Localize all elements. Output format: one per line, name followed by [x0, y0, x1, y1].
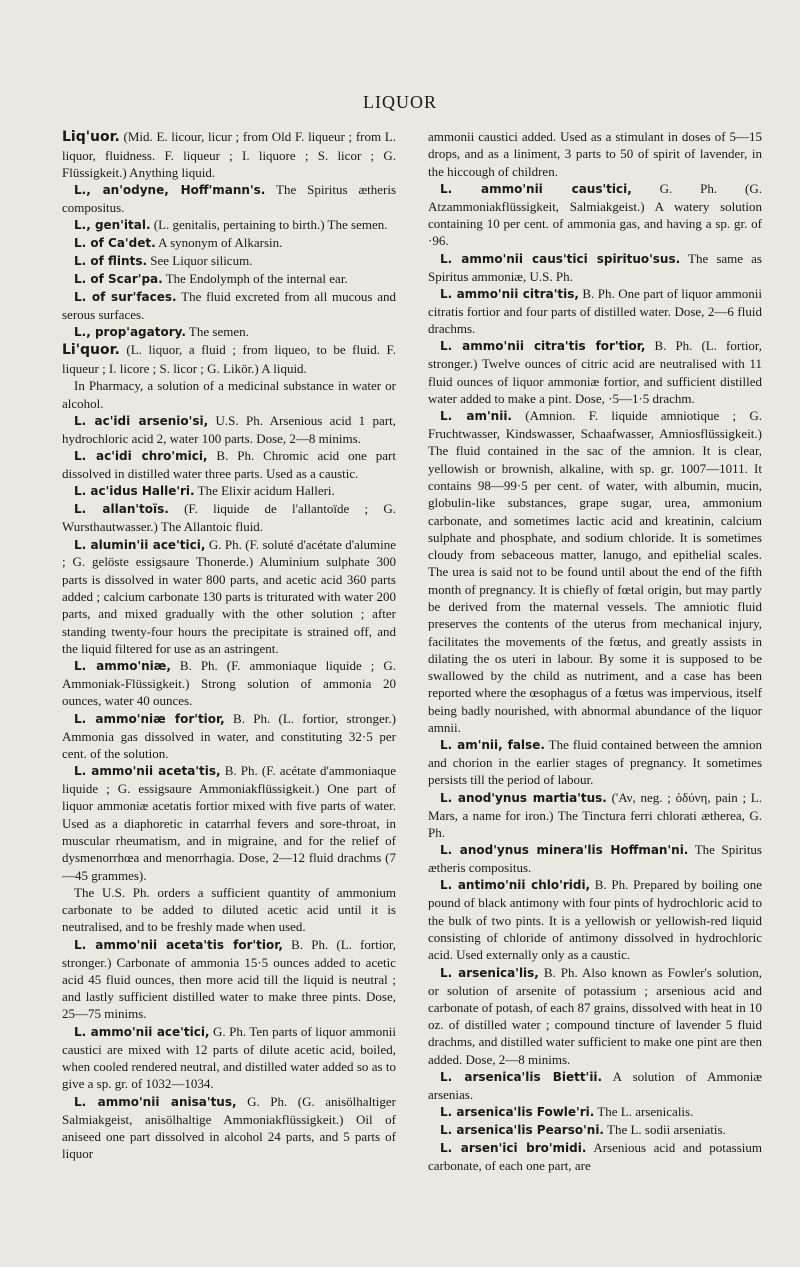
dictionary-entry: [62, 377, 396, 412]
entry-headword: L. ammo'niæ for'tior,: [74, 711, 225, 726]
entry-text: G. Ph. (G. anisölhaltiger Salmiakgeist, anisölhaltige Ammoniakflüssigkeit.) Oil of aniseed one part dissolved in alcohol 24 parts, and 5 parts of liquor: [62, 1093, 396, 1162]
entry-headword: L. of Ca'det.: [74, 236, 156, 251]
entry-headword: L., gen'ital.: [74, 218, 151, 233]
entry-headword: L. am'nii.: [440, 409, 512, 424]
entry-headword: L. anod'ynus minera'lis Hoffman'ni.: [440, 843, 689, 858]
entry-headword: L. of sur'faces.: [74, 290, 177, 305]
entry-text: Arsenious acid and potassium carbonate, of each one part, are: [428, 1140, 762, 1173]
dictionary-entry: [62, 536, 396, 658]
entry-text: B. Ph. (L. fortior, stronger.) Carbonate of ammonia 15·5 ounces added to acetic acid 45 fluid ounces, then more acid till the liquid is neutral ; and lastly sufficient distilled water to make three pints. Dose, 25—75 minims.: [62, 936, 396, 1022]
entry-headword: L. ammo'nii aceta'tis for'tior,: [74, 937, 283, 952]
entry-text: (L. genitalis, pertaining to birth.) The semen.: [150, 217, 388, 233]
dictionary-entry: [428, 1103, 762, 1121]
dictionary-columns: [62, 128, 762, 1174]
dictionary-entry: [62, 288, 396, 323]
left-column: [62, 128, 396, 1174]
entry-text: B. Ph. One part of liquor ammonii citratis fortior and four parts of distilled water. Dose, 2—6 fluid drachms.: [428, 285, 762, 337]
dictionary-entry: [428, 128, 762, 180]
entry-text: (Mid. E. licour, licur ; from Old F. liqueur ; from L. liquor, fluidness. F. liqueur ; I. liquore ; S. licor ; G. Flüssigkeit.) Anything liquid.: [62, 129, 396, 180]
entry-text: B. Ph. (F. acétate d'ammoniaque liquide ; G. essigsaure Ammoniakflüssigkeit.) One part of liquor ammoniæ acetatis fortior mixed with five parts of water. Used as a diaphoretic in catarrhal fevers and sore-throat, in muscular rheumatism, and in migraine, and for the relief of dysmenorrhœa and menorrhagia. Dose, 2—12 fluid drachms (7—45 grammes).: [62, 763, 397, 883]
entry-text: B. Ph. Chromic acid one part dissolved in distilled water three parts. Used as a caustic.: [62, 448, 396, 482]
entry-headword: L. ammo'nii aceta'tis,: [74, 764, 221, 779]
dictionary-entry: [62, 884, 396, 936]
entry-text: (L. liquor, a fluid ; from liqueo, to be fluid. F. liqueur ; I. licore ; S. licor ; G. Likör.) A liquid.: [62, 342, 396, 377]
entry-text: A solution of Ammoniæ arsenias.: [428, 1068, 762, 1102]
dictionary-entry: [62, 710, 396, 763]
entry-text: The Elixir acidum Halleri.: [194, 483, 335, 499]
entry-headword: L., prop'agatory.: [74, 325, 186, 340]
entry-text: U.S. Ph. Arsenious acid 1 part, hydrochloric acid 2, water 100 parts. Dose, 2—8 minims.: [62, 412, 396, 446]
entry-headword: L. of flints.: [74, 254, 148, 269]
entry-headword: L. ac'idus Halle'ri.: [74, 484, 195, 499]
dictionary-entry: [428, 964, 762, 1068]
entry-text: The semen.: [185, 324, 249, 340]
dictionary-entry: [62, 412, 396, 447]
entry-text: G. Ph. (F. soluté d'acétate d'alumine ; G. gelöste essigsaure Thonerde.) Aluminium sulphate 300 parts is dissolved in water 800 parts, and acetic acid 360 parts added ; calcium carbonate 130 parts is triturated with water 200 parts, and mixed gradually with the other solution ; after standing twenty-four hours the precipitate is strained off, and the liquid filtered for use as an astringent.: [62, 536, 396, 656]
entry-text: ammonii caustici added. Used as a stimulant in doses of 5—15 drops, and as a liniment, 3 parts to 50 of spirit of lavender, in the hiccough of children.: [428, 129, 762, 179]
dictionary-entry: [428, 876, 762, 963]
entry-headword: L. ammo'nii ace'tici,: [74, 1024, 210, 1039]
entry-headword: L. ammo'niæ,: [74, 659, 171, 674]
entry-headword: Liq'uor.: [62, 129, 120, 145]
dictionary-entry: [62, 482, 396, 500]
entry-headword: L. ammo'nii anisa'tus,: [74, 1094, 237, 1109]
dictionary-entry: [62, 216, 396, 234]
dictionary-entry: [62, 447, 396, 482]
entry-text: B. Ph. Also known as Fowler's solution, or solution of arsenite of potassium ; arsenious acid and carbonate of potash, of each 87 grains, dissolved with heat in 10 oz. of distilled water ; compound tincture of lavender 5 fluid drachms, and distilled water sufficient to make one pint are then added. Dose, 2—8 minims.: [428, 964, 762, 1067]
dictionary-entry: [428, 180, 762, 250]
entry-headword: L. ammo'nii citra'tis,: [440, 286, 579, 301]
entry-headword: L. antimo'nii chlo'ridi,: [440, 878, 591, 893]
entry-text: B. Ph. (F. ammoniaque liquide ; G. Ammoniak-Flüssigkeit.) Strong solution of ammonia 20 ounces, water 40 ounces.: [62, 658, 396, 709]
entry-headword: L. arsen'ici bro'midi.: [440, 1141, 587, 1156]
entry-headword: L. arsenica'lis Pearso'ni.: [440, 1123, 604, 1138]
entry-text: (Amnion. F. liquide amniotique ; G. Fruchtwasser, Kindswasser, Schaafwasser, Amniosflüssigkeit.) The fluid contained in the sac of the amnion. It is clear, yellowish or brownish, alkaline, with sp. gr. 1007—1011. It contains 98—99·5 per cent. of water, with albumin, mucin, globulin-like substances, grape sugar, urea, ammonium carbonate, and sometimes lactic acid and kreatinin, calcium sulphate and phosphate, and sodium chloride. It is sometimes cloudy from sebaceous matter, lanugo, and epithelial scales. The urea is said not to be found until about the end of the fifth month of pregnancy. It is chiefly of fœtal origin, but may partly be derived from the maternal vessels. The amniotic fluid preserves the contents of the uterus from mechanical injury, facilitates the movements of the fœtus, and greatly assists in dilating the os uteri in labour. By some it is supposed to be swallowed by the child as nutriment, and a case has been reported where the œsophagus of a fœtus was impervious, itself being badly nourished, with abnormal abundance of the liquor amnii.: [428, 408, 762, 735]
page-header: LIQUOR: [363, 92, 437, 112]
entry-headword: L. am'nii, false.: [440, 738, 545, 753]
dictionary-entry: [428, 736, 762, 789]
dictionary-entry: [62, 1023, 396, 1093]
entry-headword: L. ammo'nii caus'tici spirituo'sus.: [440, 251, 681, 266]
dictionary-entry: [428, 407, 762, 736]
entry-headword: L. arsenica'lis,: [440, 965, 539, 980]
entry-text: The Endolymph of the internal ear.: [162, 271, 348, 287]
entry-headword: L. alumin'ii ace'tici,: [74, 537, 206, 552]
entry-headword: L. ac'idi chro'mici,: [74, 449, 208, 464]
dictionary-entry: [62, 341, 396, 377]
dictionary-entry: [62, 181, 396, 216]
entry-text: In Pharmacy, a solution of a medicinal substance in water or alcohol.: [62, 378, 396, 411]
entry-headword: L. arsenica'lis Fowle'ri.: [440, 1105, 595, 1120]
entry-text: The fluid contained between the amnion and chorion in the earlier stages of pregnancy. It sometimes persists till the period of labour.: [428, 737, 762, 788]
dictionary-entry: [428, 1139, 762, 1174]
dictionary-entry: [62, 270, 396, 288]
dictionary-entry: [62, 936, 396, 1023]
entry-text: The Spiritus ætheris compositus.: [428, 842, 762, 876]
entry-text: The fluid excreted from all mucous and serous surfaces.: [62, 289, 396, 323]
dictionary-entry: [428, 1121, 762, 1139]
right-column: [428, 128, 762, 1174]
entry-text: The L. arsenicalis.: [594, 1104, 694, 1120]
dictionary-entry: [62, 657, 396, 710]
entry-headword: L. anod'ynus martia'tus.: [440, 790, 607, 805]
dictionary-entry: [428, 841, 762, 876]
entry-headword: Li'quor.: [62, 342, 120, 359]
entry-text: B. Ph. (L. fortior, stronger.) Ammonia gas dissolved in water, and constituting 32·5 per cent. of the solution.: [62, 710, 396, 761]
entry-text: The same as Spiritus ammoniæ, U.S. Ph.: [428, 250, 762, 284]
dictionary-entry: [428, 250, 762, 285]
dictionary-entry: [62, 234, 396, 252]
entry-headword: L. arsenica'lis Biett'ii.: [440, 1069, 603, 1084]
entry-headword: L. allan'toïs.: [74, 502, 169, 517]
entry-text: B. Ph. (L. fortior, stronger.) Twelve ounces of citric acid are neutralised with 11 fluid ounces of liquor ammoniæ fortior, and sufficient distilled water added to make a pint. Dose, ·5—1·5 drachm.: [428, 338, 762, 406]
entry-text: G. Ph. (G. Atzammoniakflüssigkeit, Salmiakgeist.) A watery solution containing 10 per cent. of ammonia gas, and having a sp. gr. of ·96.: [428, 180, 762, 249]
dictionary-entry: [62, 323, 396, 341]
entry-text: A synonym of Alkarsin.: [155, 235, 283, 251]
dictionary-entry: [428, 285, 762, 338]
entry-text: See Liquor silicum.: [147, 253, 253, 269]
dictionary-entry: [62, 1093, 396, 1163]
entry-text: (F. liquide de l'allantoïde ; G. Wursthautwasser.) The Allantoic fluid.: [62, 501, 396, 535]
dictionary-entry: [428, 789, 762, 842]
entry-headword: L. ammo'nii caus'tici,: [440, 181, 632, 196]
dictionary-entry: [62, 500, 396, 535]
entry-headword: L. ac'idi arsenio'si,: [74, 413, 209, 428]
dictionary-entry: [428, 1068, 762, 1103]
entry-text: ('Αν, neg. ; ὀδύνη, pain ; L. Mars, a name for iron.) The Tinctura ferri chlorati ætherea, G. Ph.: [428, 789, 762, 840]
entry-headword: L., an'odyne, Hoff'mann's.: [74, 183, 266, 198]
entry-headword: L. ammo'nii citra'tis for'tior,: [440, 339, 646, 354]
dictionary-entry: [62, 762, 396, 884]
entry-text: G. Ph. Ten parts of liquor ammonii caustici are mixed with 12 parts of dilute acetic acid, boiled, when cooled rendered neutral, and distilled water added so as to give a sp. gr. of 1032—1034.: [62, 1023, 396, 1092]
dictionary-entry: [428, 337, 762, 407]
entry-text: The L. sodii arseniatis.: [604, 1122, 726, 1138]
entry-headword: L. of Scar'pa.: [74, 272, 163, 287]
entry-text: The U.S. Ph. orders a sufficient quantity of ammonium carbonate to be added to diluted acetic acid until it is neutralised, and to be freshly made when used.: [62, 884, 396, 935]
entry-text: The Spiritus ætheris compositus.: [62, 182, 397, 216]
dictionary-entry: [62, 252, 396, 270]
dictionary-entry: [62, 128, 396, 181]
entry-text: B. Ph. Prepared by boiling one pound of black antimony with four pints of hydrochloric acid to the bulk of two pints. It is a yellowish or yellowish-red liquid consisting of chloride of antimony dissolved in hydrochloric acid. Used externally only as a caustic.: [428, 877, 762, 963]
